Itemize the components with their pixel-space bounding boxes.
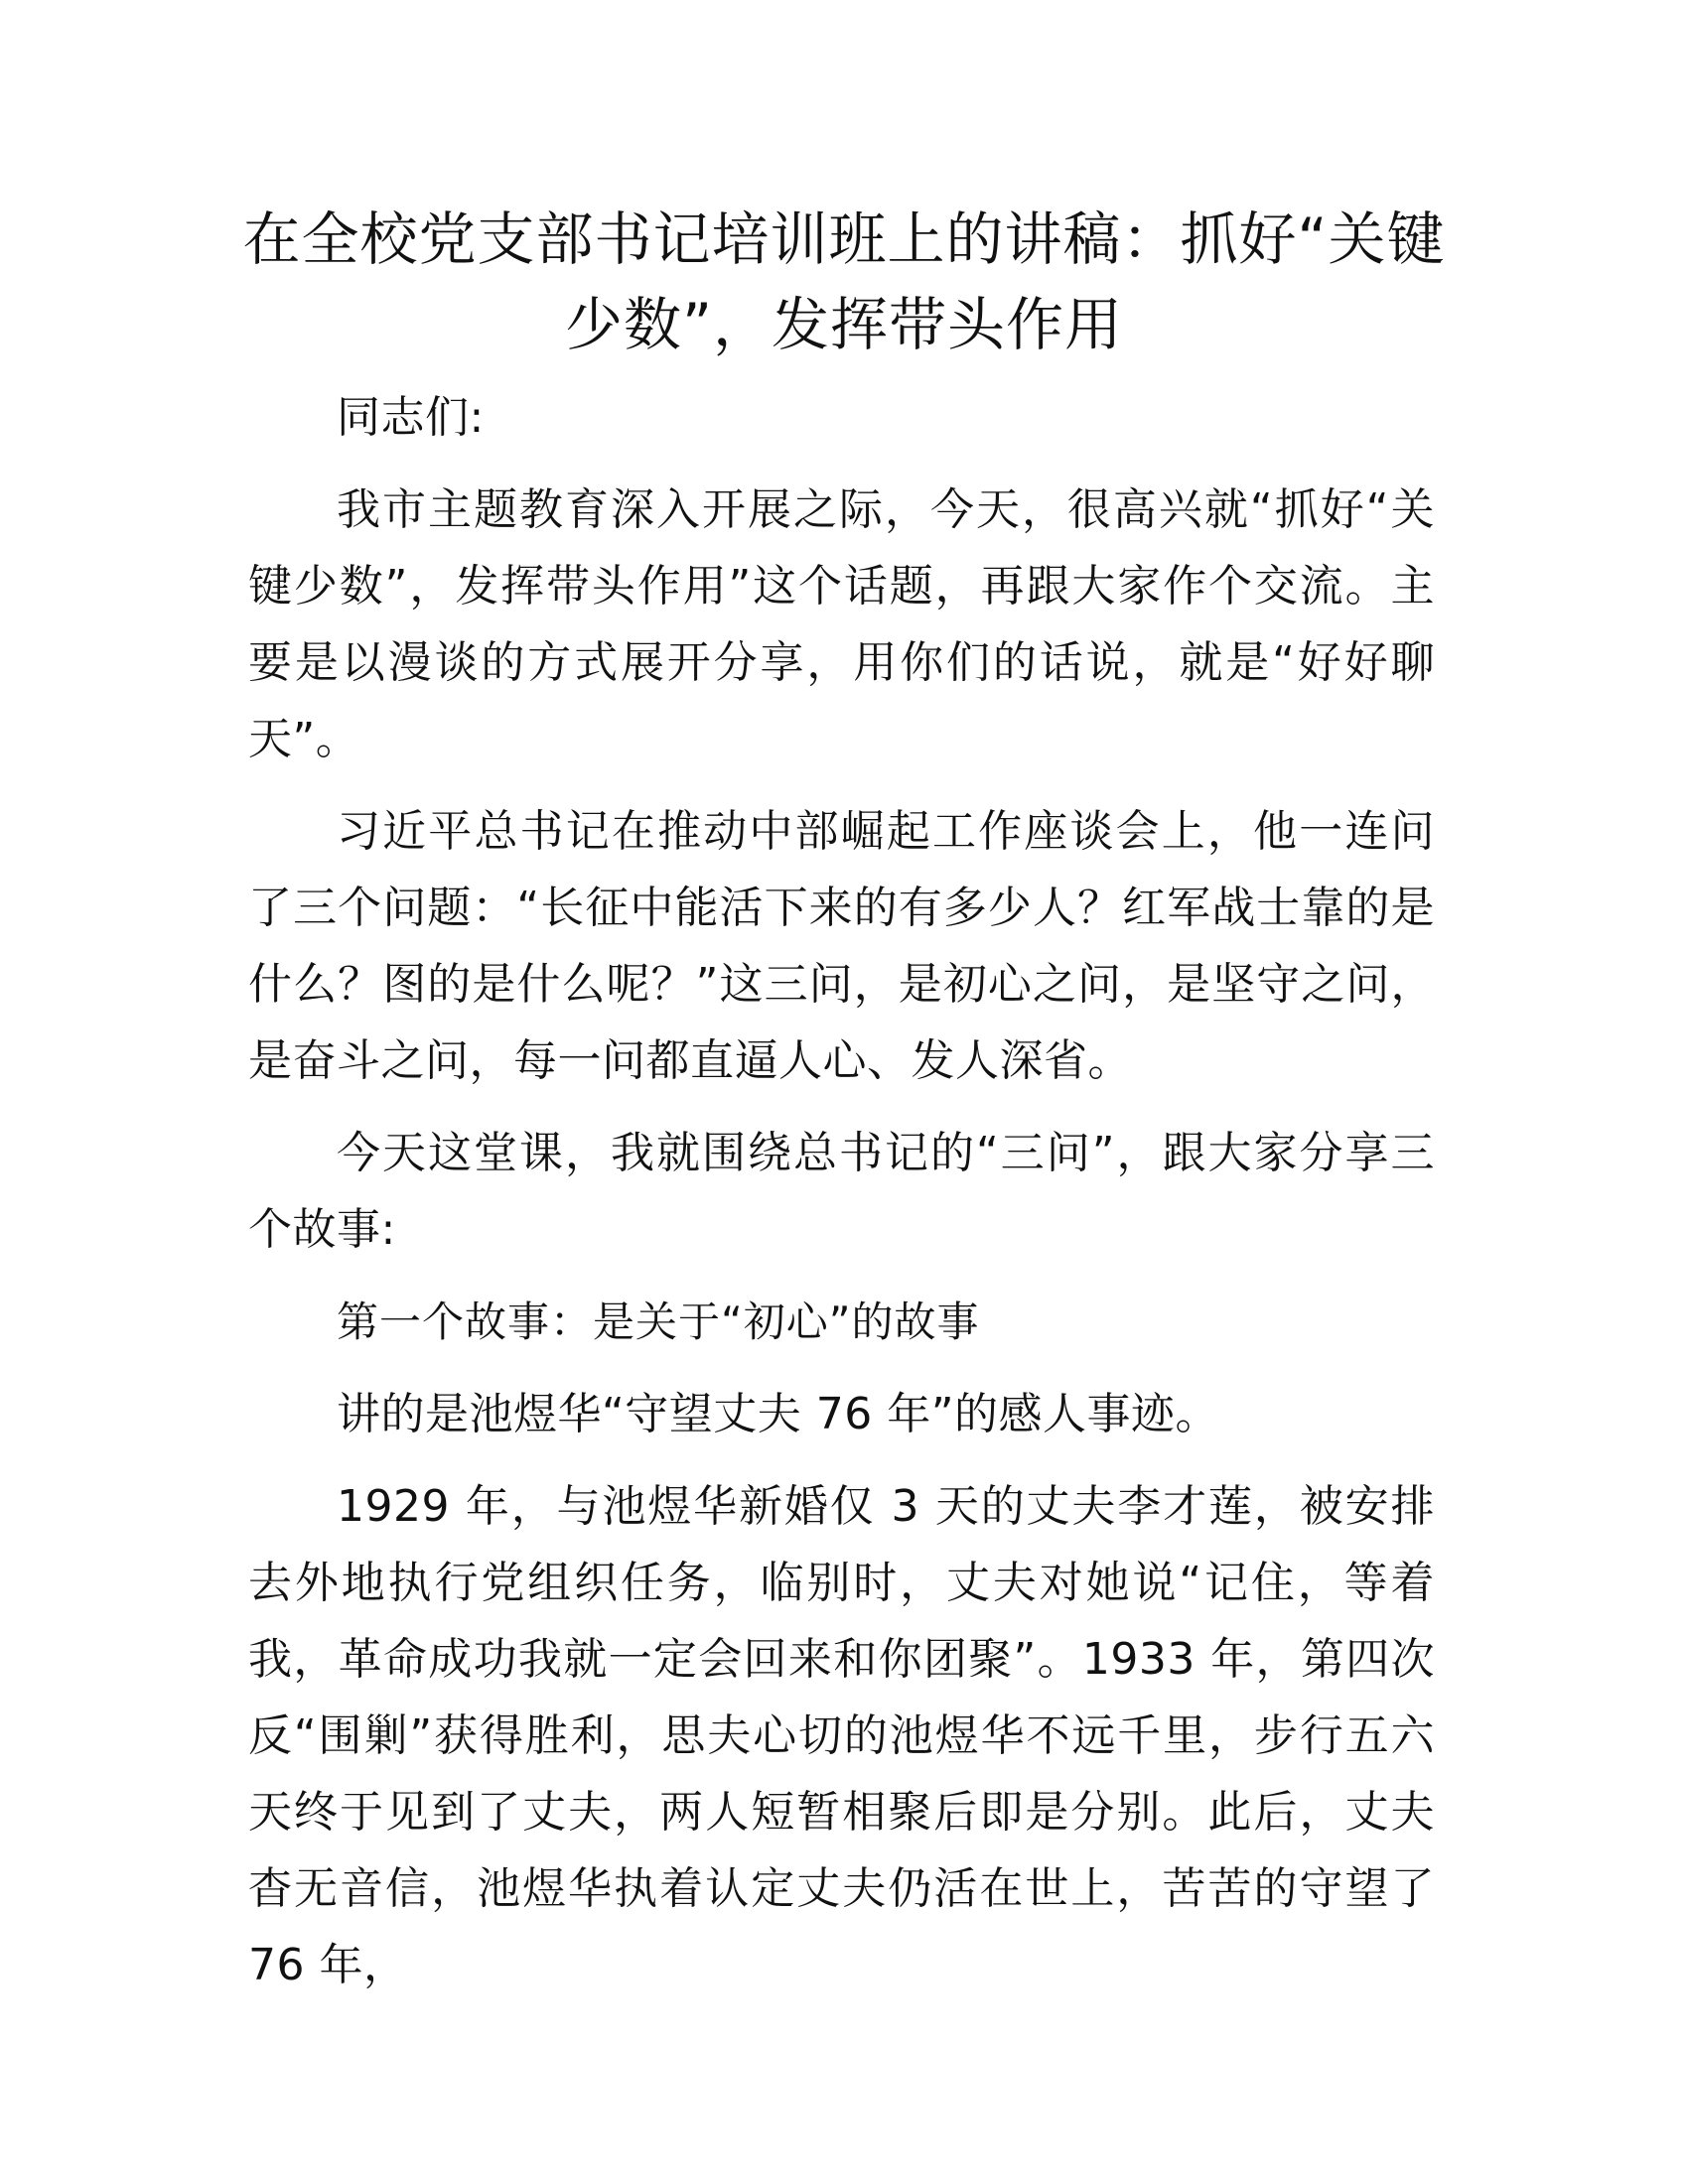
paragraph: 我市主题教育深入开展之际，今天，很高兴就“抓好“关键少数”，发挥带头作用”这个话题，再跟大家作个交流。主要是以漫谈的方式展开分享，用你们的话说，就是“好好聊天”。 bbox=[248, 484, 1435, 764]
paragraph: 讲的是池煜华“守望丈夫 76 年”的感人事迹。 bbox=[337, 1389, 1220, 1439]
document-title: 在全校党支部书记培训班上的讲稿：抓好“关键少数”，发挥带头作用 bbox=[242, 205, 1446, 358]
document-body bbox=[248, 379, 1435, 2019]
paragraph: 习近平总书记在推动中部崛起工作座谈会上，他一连问了三个问题：“长征中能活下来的有多少人？红军战士靠的是什么？图的是什么呢？”这三问，是初心之问，是坚守之问，是奋斗之问，每一问都直逼人心、发人深省。 bbox=[248, 806, 1435, 1086]
paragraph: 1929 年，与池煜华新婚仅 3 天的丈夫李才莲，被安排去外地执行党组织任务，临别时，丈夫对她说“记住，等着我，革命成功我就一定会回来和你团聚”。1933 年，第四次反“围剿”获得胜利，思夫心切的池煜华不远千里，步行五六天终于见到了丈夫，两人短暂相聚后即是分别。此后，丈夫杳无音信，池煜华执着认定丈夫仍活在世上，苦苦的守望了 76 年， bbox=[248, 1481, 1435, 1990]
paragraph: 今天这堂课，我就围绕总书记的“三问”，跟大家分享三个故事: bbox=[248, 1128, 1435, 1255]
section-heading: 第一个故事：是关于“初心”的故事 bbox=[337, 1297, 980, 1346]
greeting: 同志们: bbox=[337, 392, 485, 443]
